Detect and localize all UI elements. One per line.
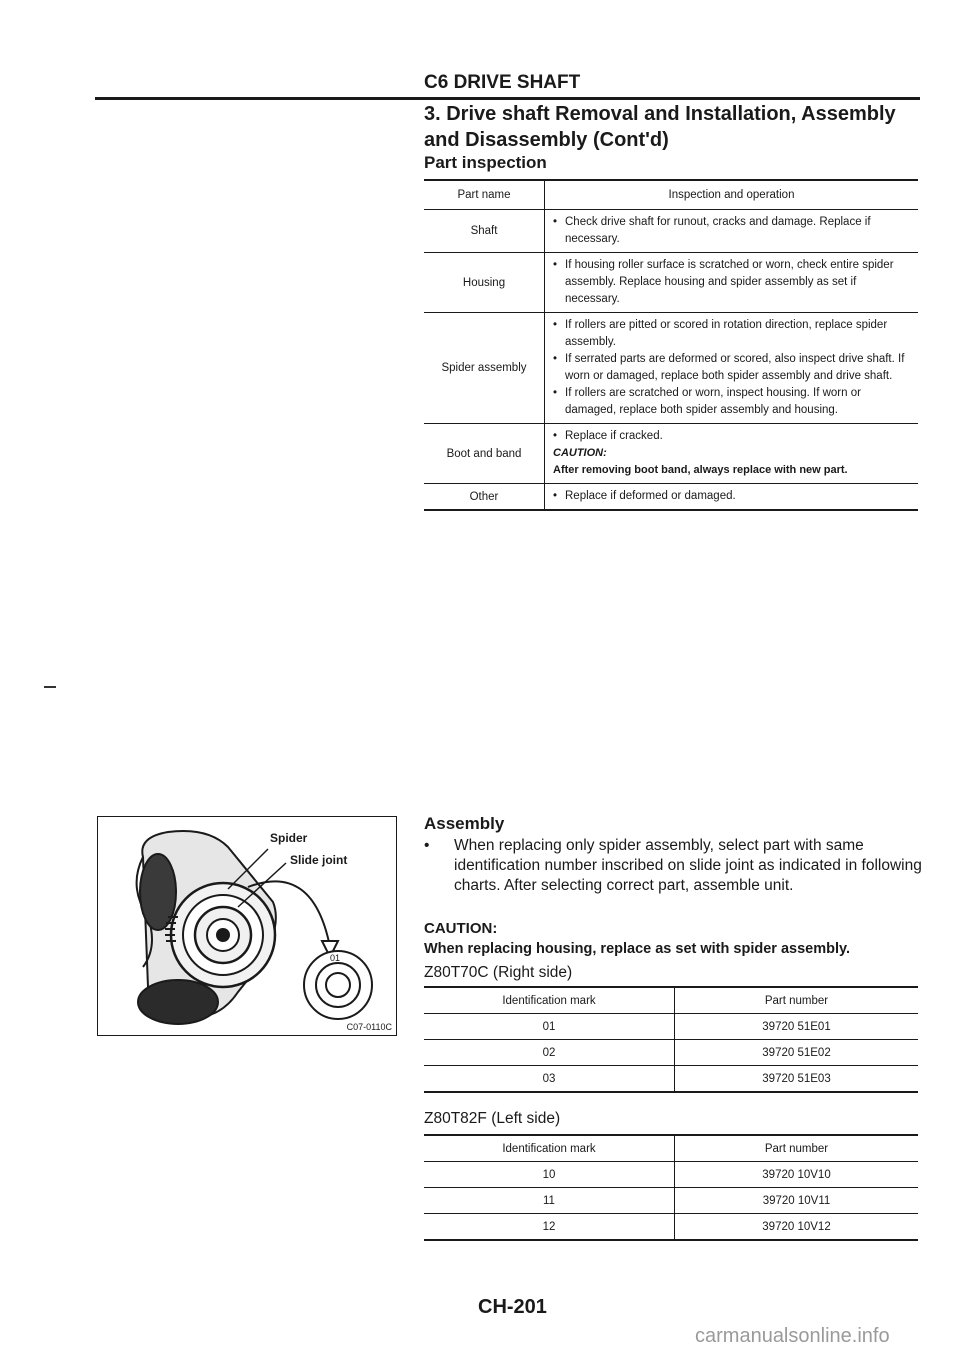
part-number: 39720 10V10	[762, 1168, 831, 1181]
assembly-text: When replacing only spider assembly, select part with same identification number inscribed on slide joint as indicated in following charts. After selecting correct part, assemble unit.	[454, 837, 922, 894]
table-row	[424, 1040, 918, 1066]
part-number: 39720 51E03	[762, 1072, 831, 1085]
page-number: CH-201	[478, 1296, 547, 1318]
inspection-text: If serrated parts are deformed or scored, also inspect drive shaft. If worn or damaged, replace both spider assembly and drive shaft.	[565, 353, 905, 382]
slide-joint-label: Slide joint	[290, 853, 348, 867]
left-side-table	[424, 1134, 918, 1241]
slide-joint-illustration	[98, 817, 395, 1034]
col-header-part-number: Part number	[764, 1142, 829, 1155]
bullet-icon: •	[553, 353, 558, 365]
table-row	[424, 1162, 918, 1188]
col-header-part-name: Part name	[424, 181, 545, 209]
bullet-icon: •	[553, 259, 558, 271]
col-header-identification-mark: Identification mark	[424, 988, 675, 1013]
section-heading: C6 DRIVE SHAFT	[424, 72, 581, 93]
left-side-title: Z80T82F (Left side)	[424, 1110, 561, 1127]
part-name: Housing	[424, 253, 545, 312]
right-side-table	[424, 986, 918, 1093]
identification-mark: 03	[424, 1066, 675, 1091]
part-number: 39720 10V12	[762, 1220, 831, 1233]
identification-mark: 11	[424, 1188, 675, 1213]
table-row	[424, 484, 918, 509]
table-header	[424, 181, 918, 210]
part-name: Spider assembly	[424, 313, 545, 423]
table-row	[424, 313, 918, 424]
table-row	[424, 1188, 918, 1214]
part-inspection-heading: Part inspection	[424, 153, 547, 172]
bullet-icon: •	[553, 319, 558, 331]
spider-slide-joint-figure	[97, 816, 397, 1036]
part-number: 39720 51E01	[762, 1020, 831, 1033]
col-header-part-number: Part number	[764, 994, 829, 1007]
col-header-inspection: Inspection and operation	[668, 188, 795, 201]
part-name: Shaft	[424, 210, 545, 252]
bullet-icon: •	[424, 837, 430, 854]
right-side-title: Z80T70C (Right side)	[424, 964, 573, 981]
figure-code: C07-0110C	[346, 1022, 392, 1032]
bullet-icon: •	[553, 490, 558, 502]
inspection-text: Check drive shaft for runout, cracks and damage. Replace if necessary.	[565, 216, 871, 245]
bullet-icon: •	[553, 387, 558, 399]
assembly-heading: Assembly	[424, 814, 505, 833]
table-row	[424, 253, 918, 313]
table-row	[424, 1214, 918, 1239]
part-inspection-table	[424, 179, 918, 511]
inspection-text: If rollers are pitted or scored in rotation direction, replace spider assembly.	[565, 319, 888, 348]
assembly-instruction	[424, 836, 924, 896]
part-number: 39720 10V11	[762, 1194, 831, 1207]
identification-mark: 10	[424, 1162, 675, 1187]
table-row	[424, 210, 918, 253]
table-header	[424, 988, 918, 1014]
bullet-icon: •	[553, 216, 558, 228]
table-row	[424, 1066, 918, 1091]
identification-mark: 01	[330, 953, 341, 963]
identification-mark: 02	[424, 1040, 675, 1065]
inspection-text: If housing roller surface is scratched or worn, check entire spider assembly. Replace housing and spider assembly as set if necessary.	[565, 259, 894, 305]
spider-label: Spider	[270, 831, 308, 845]
identification-mark: 01	[424, 1014, 675, 1039]
table-row	[424, 1014, 918, 1040]
caution-label: CAUTION:	[553, 447, 607, 459]
bullet-icon: •	[553, 430, 558, 442]
caution-text: When replacing housing, replace as set with spider assembly.	[424, 941, 850, 957]
page-title: 3. Drive shaft Removal and Installation, Assembly and Disassembly (Cont'd)	[424, 103, 896, 151]
part-name: Boot and band	[424, 424, 545, 483]
caution-label: CAUTION:	[424, 920, 498, 937]
header-rule	[95, 97, 920, 100]
inspection-text: Replace if deformed or damaged.	[565, 490, 736, 502]
margin-mark	[44, 686, 56, 688]
identification-mark: 12	[424, 1214, 675, 1239]
inspection-text: If rollers are scratched or worn, inspect housing. If worn or damaged, replace both spider assembly and housing.	[565, 387, 861, 416]
inspection-text: Replace if cracked.	[565, 430, 663, 442]
part-number: 39720 51E02	[762, 1046, 831, 1059]
table-header	[424, 1136, 918, 1162]
watermark: carmanualsonline.info	[695, 1325, 890, 1347]
col-header-identification-mark: Identification mark	[424, 1136, 675, 1161]
caution-text: After removing boot band, always replace with new part.	[553, 464, 848, 476]
part-name: Other	[424, 484, 545, 509]
table-row	[424, 424, 918, 484]
